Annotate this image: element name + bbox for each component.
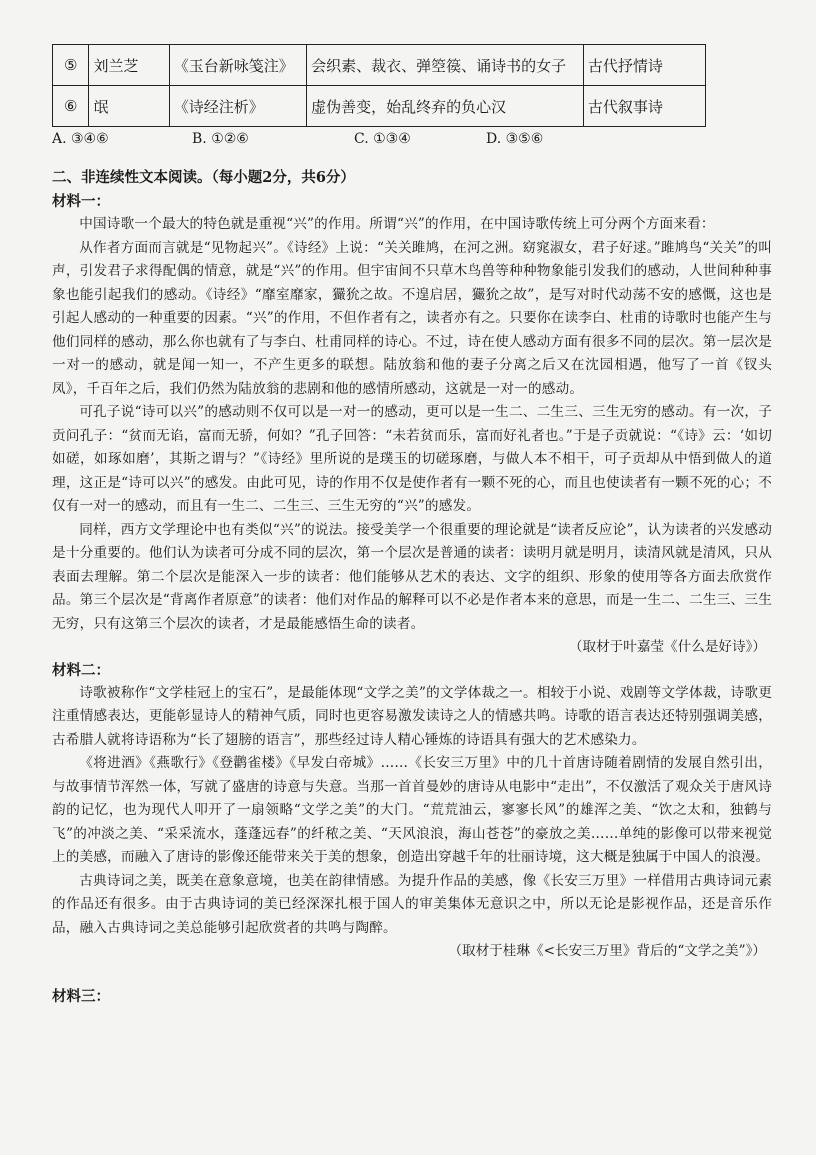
- table-cell-name: 氓: [89, 86, 169, 127]
- answer-options: [52, 129, 772, 149]
- material-1-paragraph: 可孔子说“诗可以兴”的感动则不仅可以是一对一的感动，更可以是一生二、二生三、三生无穷的感动。有一次，子贡问孔子：“贫而无谄，富而无骄，何如？”孔子回答：“未若贫而乐，富而好礼者也。”于是子贡就说：“《诗》云：‘如切如磋，如琢如磨’，其斯之谓与？”《诗经》里所说的是璞玉的切磋琢磨，与做人本不相干，可子贡却从中悟到做人的道理，这正是“诗可以兴”的感发。由此可见，诗的作用不仅是使作者有一颗不死的心，而且也使读者有一颗不死的心；不仅有一对一的感动，而且有一生二、二生三、三生无穷的“兴”的感发。: [52, 404, 772, 514]
- option-c: C. ①③④: [354, 131, 411, 147]
- table-cell-desc: 会织素、裁衣、弹箜篌、诵诗书的女子: [307, 45, 584, 86]
- table-row: [53, 86, 706, 127]
- option-a: A. ③④⑥: [52, 131, 109, 147]
- material-2-paragraph: 诗歌被称作“文学桂冠上的宝石”，是最能体现“文学之美”的文学体裁之一。相较于小说、戏剧等文学体裁，诗歌更注重情感表达，更能彰显诗人的精神气质，同时也更容易激发读诗之人的情感共鸣。诗歌的语言表达还特别强调美感，古希腊人就将诗语称为“长了翅膀的语言”，那些经过诗人精心锤炼的诗语具有强大的艺术感染力。: [52, 684, 772, 748]
- material-1-label: 材料一：: [52, 193, 110, 210]
- table-cell-book: 《玉台新咏笺注》: [169, 45, 306, 86]
- option-b: B. ①②⑥: [192, 131, 249, 147]
- material-3-label: 材料三：: [52, 987, 110, 1005]
- table-row: [53, 45, 706, 86]
- material-2-label: 材料二：: [52, 661, 110, 679]
- table-cell-genre: 古代叙事诗: [583, 86, 705, 127]
- table-cell-desc: 虚伪善变，始乱终弃的负心汉: [307, 86, 584, 127]
- material-1-paragraph: 中国诗歌一个最大的特色就是重视“兴”的作用。所谓“兴”的作用，在中国诗歌传统上可分两个方面来看：: [79, 216, 715, 232]
- exam-page: [52, 44, 772, 1008]
- table-cell-genre: 古代抒情诗: [583, 45, 705, 86]
- material-1-paragraph: 从作者方面而言就是“见物起兴”。《诗经》上说：“关关雎鸠，在河之洲。窈窕淑女，君子好逑。”雎鸠鸟“关关”的叫声，引发君子求得配偶的情意，就是“兴”的作用。但宇宙间不只草木鸟兽等种种物象能引发我们的感动，人世间种种事象也能引起我们的感动。《诗经》“靡室靡家，玁狁之故。不遑启居，玁狁之故”，是写对时代动荡不安的感慨，这也是引起人感动的一种重要的因素。“兴”的作用，不但作者有之，读者亦有之。只要你在读李白、杜甫的诗歌时也能产生与他们同样的感动，那么你也就有了与李白、杜甫同样的诗心。不过，诗在使人感动方面有很多不同的层次。第一层次是一对一的感动，就是闻一知一，不产生更多的联想。陆放翁和他的妻子分离之后又在沈园相遇，他写了一首《钗头凤》，千百年之后，我们仍然为陆放翁的悲剧和他的感情所感动，这就是一对一的感动。: [52, 239, 772, 397]
- material-2-source: （取材于桂琳《<长安三万里》背后的“文学之美”》）: [448, 943, 766, 959]
- option-d: D. ③⑤⑥: [486, 131, 544, 147]
- material-2-paragraph: 古典诗词之美，既美在意象意境，也美在韵律情感。为提升作品的美感，像《长安三万里》一样借用古典诗词元素的作品还有很多。由于古典诗词的美已经深深扎根于国人的审美集体无意识之中，所以无论是影视作品，还是音乐作品，融入古典诗词之美总能够引起欣赏者的共鸣与陶醉。: [52, 872, 772, 936]
- answer-table: [52, 44, 706, 127]
- table-cell-name: 刘兰芝: [89, 45, 169, 86]
- material-2-paragraph: 《将进酒》《燕歌行》《登鹳雀楼》《早发白帝城》……《长安三万里》中的几十首唐诗随着剧情的发展自然引出，与故事情节浑然一体，写就了盛唐的诗意与失意。当那一首首曼妙的唐诗从电影中“走出”，不仅激活了观众关于唐风诗韵的记忆，也为现代人叩开了一扇领略“文学之美”的大门。“荒荒油云，寥寥长风”的雄浑之美、“饮之太和，独鹤与飞”的冲淡之美、“采采流水，蓬蓬远春”的纤秾之美、“天风浪浪，海山苍苍”的豪放之美……单纯的影像可以带来视觉上的美感，而融入了唐诗的影像还能带来关于美的想象，创造出穿越千年的壮丽诗境，这大概是独属于中国人的浪漫。: [52, 755, 772, 865]
- section-heading: 二、非连续性文本阅读。（每小题2分，共6分）: [52, 169, 355, 186]
- table-cell-no: ⑤: [53, 45, 89, 86]
- table-cell-no: ⑥: [53, 86, 89, 127]
- table-cell-book: 《诗经注析》: [169, 86, 306, 127]
- material-1-source: （取材于叶嘉莹《什么是好诗》）: [568, 639, 766, 655]
- material-1-paragraph: 同样，西方文学理论中也有类似“兴”的说法。接受美学一个很重要的理论就是“读者反应论”，认为读者的兴发感动是十分重要的。他们认为读者可分成不同的层次，第一个层次是普通的读者：读明月就是明月，读清风就是清风，只从表面去理解。第二个层次是能深入一步的读者：他们能够从艺术的表达、文字的组织、形象的使用等各方面去欣赏作品。第三个层次是“背离作者原意”的读者：他们对作品的解释可以不必是作者本来的意思，而是一生二、二生三、三生无穷，只有这第三个层次的读者，才是最能感悟生命的读者。: [52, 521, 772, 632]
